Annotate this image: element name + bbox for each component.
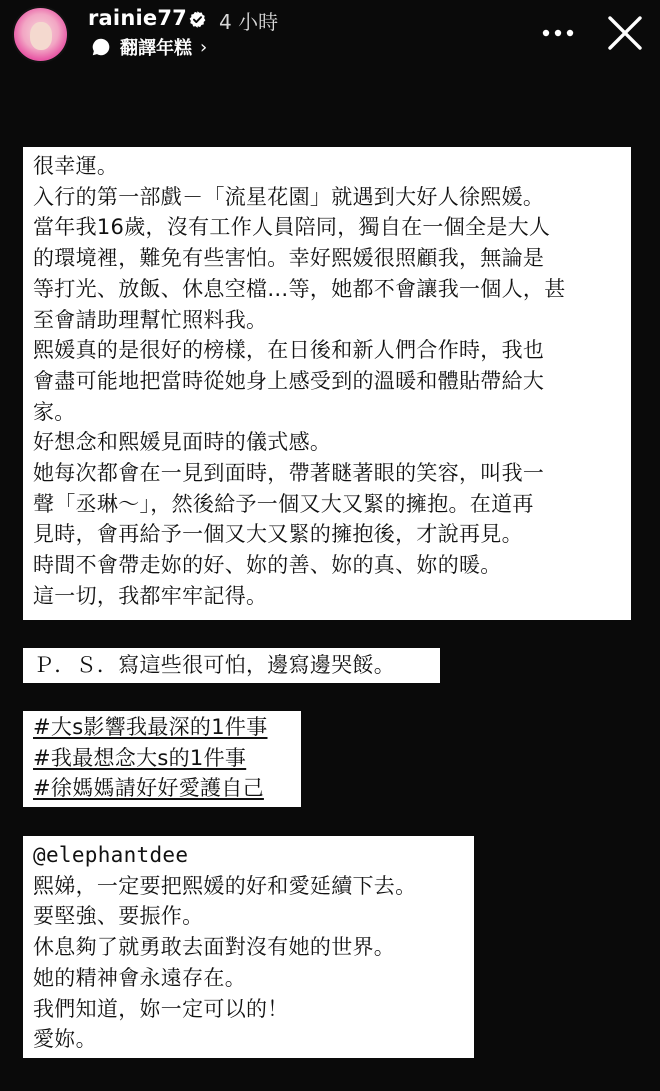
text-line: 要堅強、要振作。 [33,904,204,929]
text-line: 入行的第一部戲－「流星花園」就遇到大好人徐熙媛。 [33,184,545,209]
text-line: 愛妳。 [33,1027,97,1052]
text-line: 聲「丞琳～」，然後給予一個又大又緊的擁抱。在道再 [33,491,534,516]
text-line: 家。 [33,399,76,424]
text-line: 我們知道，妳一定可以的！ [33,996,289,1021]
profile-avatar[interactable] [12,6,69,63]
chevron-right-icon: › [200,36,208,58]
message-card [23,836,474,1058]
translate-link[interactable] [90,35,207,59]
text-line: 很幸運。 [33,154,119,178]
more-horizontal-icon[interactable] [540,18,576,48]
translate-label: 翻譯年糕 [120,38,192,59]
text-line: 的環境裡，難免有些害怕。幸好熙媛很照顧我，無論是 [33,246,545,271]
story-header [0,0,660,70]
username[interactable]: rainie77 [88,6,187,30]
mention-link[interactable]: @elephantdee [33,843,189,867]
text-line: 她的精神會永遠存在。 [33,965,246,990]
avatar-face [30,22,52,50]
hashtag-link[interactable]: #徐媽媽請好好愛護自己 [33,776,264,801]
text-line: 當年我16歲，沒有工作人員陪同，獨自在一個全是大人 [33,215,551,240]
close-icon[interactable] [606,14,644,52]
text-line: 見時，會再給予一個又大又緊的擁抱後，才說再見。 [33,522,523,547]
text-line: 她每次都會在一見到面時，帶著瞇著眼的笑容，叫我一 [33,461,545,486]
main-text-card [23,147,631,620]
chat-bubble-icon [90,36,112,58]
text-line: 這一切，我都牢牢記得。 [33,583,268,608]
ps-card [23,648,440,683]
verified-badge-icon [188,10,207,29]
text-line: 好想念和熙媛見面時的儀式感。 [33,430,332,455]
text-line: 至會請助理幫忙照料我。 [33,307,268,332]
text-line: 時間不會帶走妳的好、妳的善、妳的真、妳的暖。 [33,553,502,578]
post-time: 4 小時 [219,10,279,34]
hashtag-link[interactable]: #我最想念大s的1件事 [33,745,247,770]
hashtag-card [23,711,301,807]
ps-line: Ｐ．Ｓ．寫這些很可怕，邊寫邊哭餒。 [33,653,396,677]
text-line: 等打光、放飯、休息空檔…等，她都不會讓我一個人，甚 [33,276,566,301]
text-line: 會盡可能地把當時從她身上感受到的溫暖和體貼帶給大 [33,368,545,393]
hashtag-link[interactable]: #大s影響我最深的1件事 [33,715,268,739]
text-line: 休息夠了就勇敢去面對沒有她的世界。 [33,935,396,960]
text-line: 熙娣，一定要把熙媛的好和愛延續下去。 [33,873,417,898]
text-line: 熙媛真的是很好的榜樣，在日後和新人們合作時，我也 [33,338,545,363]
